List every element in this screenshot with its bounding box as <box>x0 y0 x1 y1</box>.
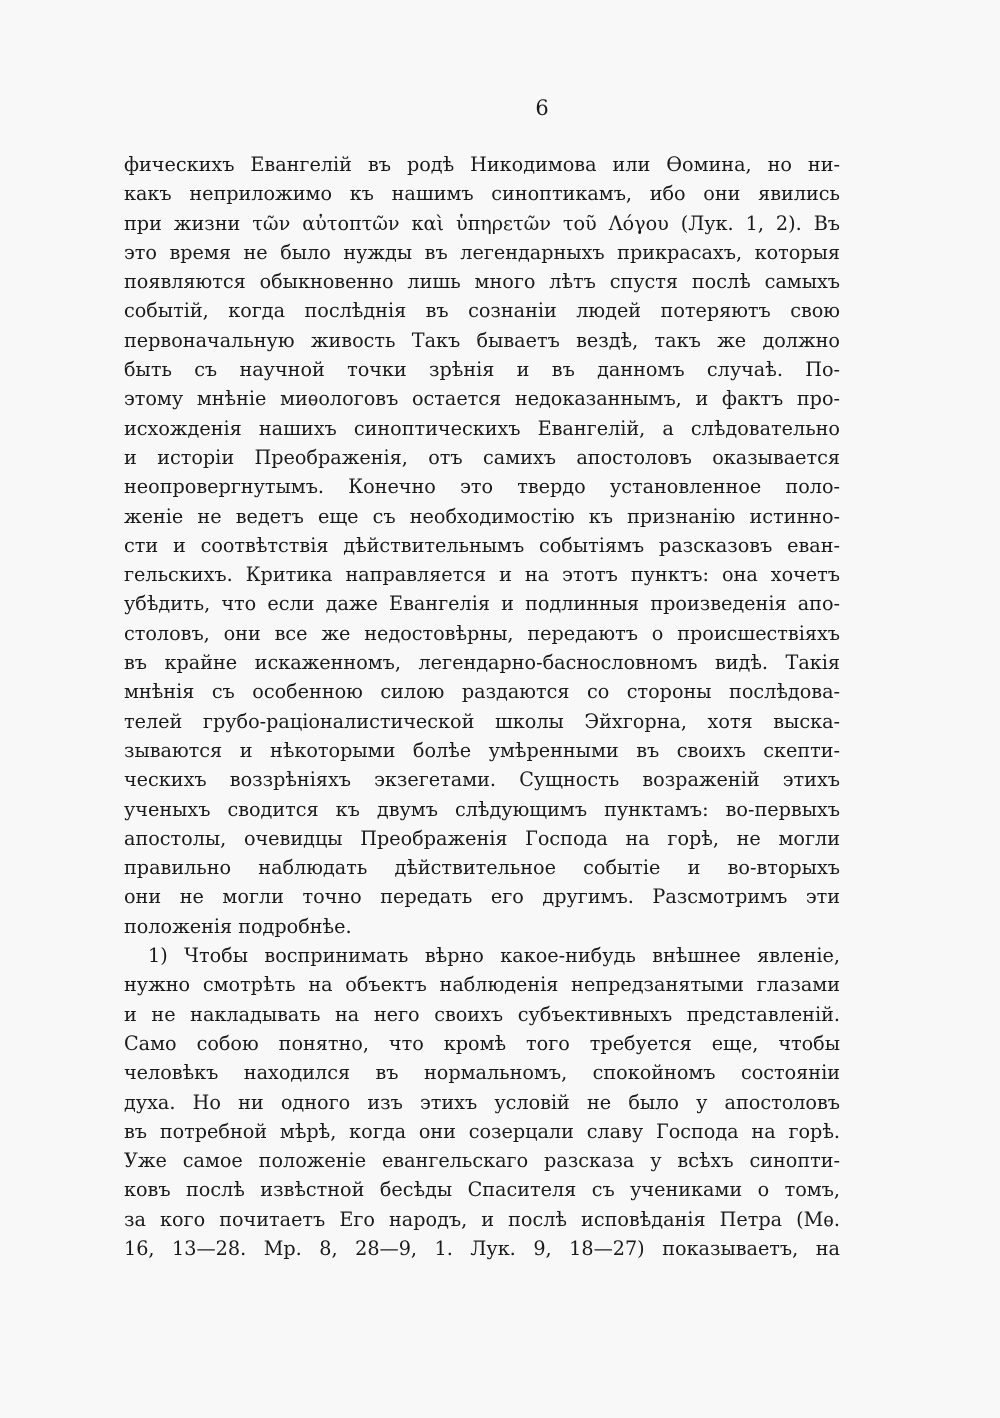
text-line: женіе не ведетъ еще съ необходимостію къ признанію истинно- <box>124 504 840 528</box>
text-line: столовъ, они все же недостовѣрны, передаютъ о происшествіяхъ <box>124 621 840 645</box>
text-line: неопровергнутымъ. Конечно это твердо установленное поло- <box>124 475 840 499</box>
text-line: они не могли точно передать его другимъ. Разсмотримъ эти <box>124 885 840 909</box>
text-line: человѣкъ находился въ нормальномъ, спокойномъ состояніи <box>124 1061 840 1085</box>
text-line: 1) Чтобы воспринимать вѣрно какое-нибудь внѣшнее явленіе, <box>148 944 840 968</box>
text-line: фическихъ Евангелій въ родѣ Никодимова или Ѳомина, но ни- <box>124 153 840 176</box>
text-line: въ потребной мѣрѣ, когда они созерцали славу Господа на горѣ. <box>124 1119 840 1143</box>
text-line: убѣдить, что если даже Евангелія и подлинныя произведенія апо- <box>124 592 840 616</box>
text-line: за кого почитаетъ Его народъ, и послѣ исповѣданія Петра (Мѳ. <box>124 1207 840 1231</box>
text-line: положенія подробнѣе. <box>124 914 352 938</box>
text-line: зываются и нѣкоторыми болѣе умѣренными въ своихъ скепти- <box>124 738 840 762</box>
text-line: первоначальную живость Такъ бываетъ вездѣ, такъ же должно <box>124 328 840 352</box>
text-line: апостолы, очевидцы Преображенія Господа на горѣ, не могли <box>124 826 840 850</box>
text-line: событій, когда послѣднія въ сознаніи людей потеряютъ свою <box>124 299 840 323</box>
text-line: быть съ научной точки зрѣнія и въ данномъ случаѣ. По- <box>124 358 840 382</box>
text-line: гельскихъ. Критика направляется и на этотъ пунктъ: она хочетъ <box>124 563 840 587</box>
text-line: правильно наблюдать дѣйствительное событіе и во-вторыхъ <box>124 856 840 880</box>
page-number: 6 <box>535 96 549 120</box>
text-line: 16, 13—28. Мр. 8, 28—9, 1. Лук. 9, 18—27) показываетъ, на <box>124 1236 840 1260</box>
text-line: какъ неприложимо къ нашимъ синоптикамъ, ибо они явились <box>124 182 840 206</box>
text-line: Само собою понятно, что кромѣ того требуется еще, чтобы <box>124 1031 840 1055</box>
text-line: Уже самое положеніе евангельскаго разсказа у всѣхъ синопти- <box>124 1149 840 1173</box>
text-line: ковъ послѣ извѣстной бесѣды Спасителя съ учениками о томъ, <box>124 1178 840 1202</box>
text-line: телей грубо-раціоналистической школы Эйхгорна, хотя выска- <box>124 709 840 733</box>
body-text <box>124 150 840 1263</box>
text-line: ученыхъ сводится къ двумъ слѣдующимъ пунктамъ: во-первыхъ <box>124 797 840 821</box>
text-line: и исторіи Преображенія, отъ самихъ апостоловъ оказывается <box>124 445 840 469</box>
text-line: исхожденія нашихъ синоптическихъ Евангелій, а слѣдовательно <box>124 416 840 440</box>
text-line: духа. Но ни одного изъ этихъ условій не было у апостоловъ <box>124 1090 840 1114</box>
text-line: этому мнѣніе миѳологовъ остается недоказаннымъ, и фактъ про- <box>124 387 840 411</box>
text-line: мнѣнія съ особенною силою раздаются со стороны послѣдова- <box>124 680 840 704</box>
text-line: при жизни τῶν αὐτοπτῶν καὶ ὑπηρετῶν τοῦ Λόγου (Лук. 1, 2). Въ <box>124 211 840 235</box>
text-line: сти и соотвѣтствія дѣйствительнымъ событіямъ разсказовъ еван- <box>124 533 840 557</box>
text-line: и не накладывать на него своихъ субъективныхъ представленій. <box>124 1002 840 1026</box>
text-line: это время не было нужды въ легендарныхъ прикрасахъ, которыя <box>124 240 840 264</box>
text-line: нужно смотрѣть на объектъ наблюденія непредзанятыми глазами <box>124 973 840 997</box>
text-line: ческихъ воззрѣніяхъ экзегетами. Сущность возраженій этихъ <box>124 768 840 792</box>
text-line: появляются обыкновенно лишь много лѣтъ спустя послѣ самыхъ <box>124 270 840 294</box>
text-line: въ крайне искаженномъ, легендарно-баснословномъ видѣ. Такія <box>124 651 840 675</box>
